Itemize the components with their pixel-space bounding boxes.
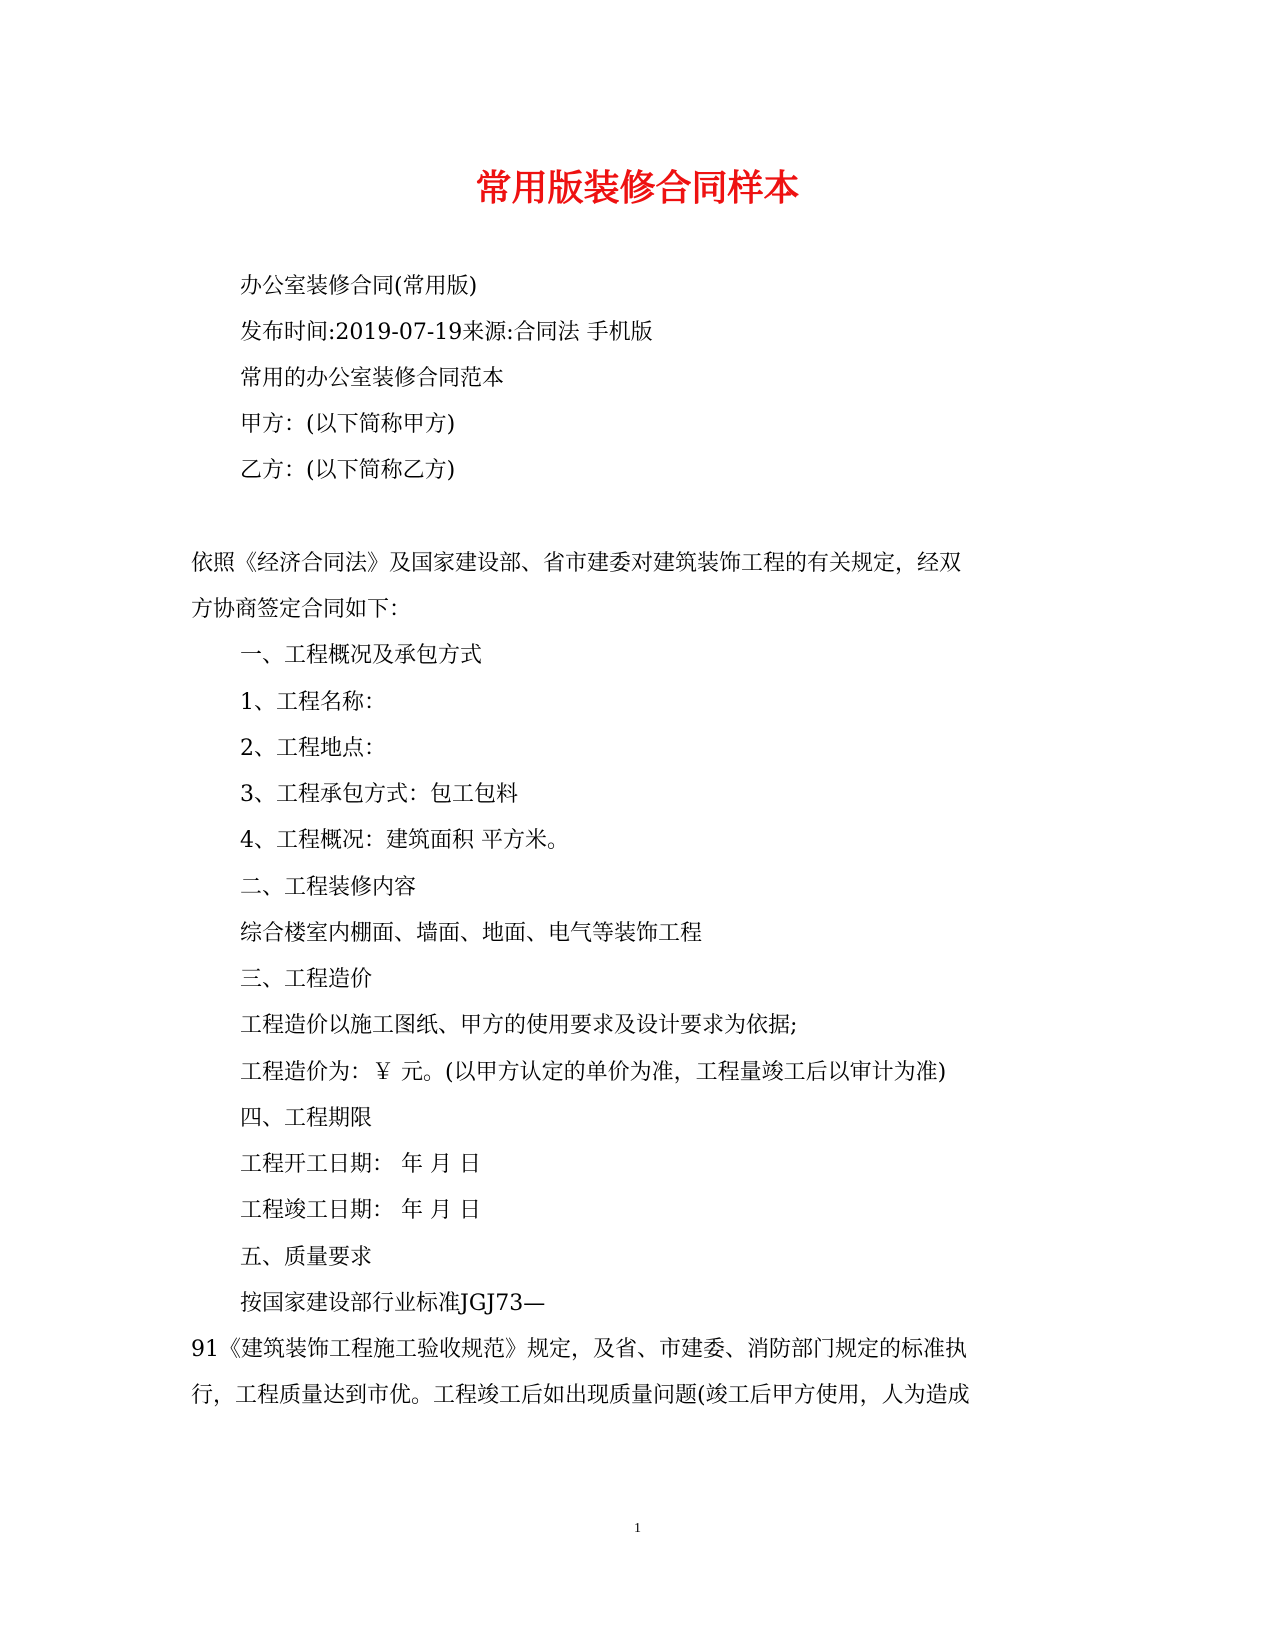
quality-clause-line-3: 行，工程质量达到市优。工程竣工后如出现质量问题(竣工后甲方使用，人为造成 [191, 1383, 970, 1408]
clause-completion-date: 工程竣工日期： 年 月 日 [240, 1198, 481, 1223]
clause-project-overview: 4、工程概况：建筑面积 平方米。 [240, 828, 569, 853]
party-a-line: 甲方：(以下简称甲方) [240, 412, 456, 437]
section-heading-5: 五、质量要求 [240, 1245, 373, 1270]
clause-decoration-content: 综合楼室内棚面、墙面、地面、电气等装饰工程 [240, 921, 703, 946]
contract-heading: 办公室装修合同(常用版) [240, 274, 478, 299]
clause-start-date: 工程开工日期： 年 月 日 [240, 1152, 481, 1177]
publish-info: 发布时间:2019-07-19来源:合同法 手机版 [240, 320, 653, 345]
section-heading-2: 二、工程装修内容 [240, 875, 417, 900]
contract-subtitle: 常用的办公室装修合同范本 [240, 366, 505, 391]
clause-project-location: 2、工程地点： [240, 736, 386, 761]
preamble-line-1: 依照《经济合同法》及国家建设部、省市建委对建筑装饰工程的有关规定，经双 [191, 551, 962, 576]
section-heading-1: 一、工程概况及承包方式 [240, 643, 483, 668]
section-heading-4: 四、工程期限 [240, 1106, 373, 1131]
clause-project-name: 1、工程名称： [240, 690, 386, 715]
clause-cost-basis: 工程造价以施工图纸、甲方的使用要求及设计要求为依据; [240, 1013, 798, 1038]
document-title: 常用版装修合同样本 [475, 167, 800, 209]
page-number: 1 [634, 1521, 641, 1536]
party-b-line: 乙方：(以下简称乙方) [240, 458, 456, 483]
preamble-line-2: 方协商签定合同如下： [191, 597, 412, 622]
clause-cost-amount: 工程造价为：￥ 元。(以甲方认定的单价为准，工程量竣工后以审计为准) [240, 1060, 947, 1085]
section-heading-3: 三、工程造价 [240, 967, 373, 992]
quality-clause-line-2: 91《建筑装饰工程施工验收规范》规定，及省、市建委、消防部门规定的标准执 [191, 1337, 967, 1362]
clause-contract-mode: 3、工程承包方式：包工包料 [240, 782, 518, 807]
quality-clause-line-1: 按国家建设部行业标准JGJ73— [240, 1291, 546, 1316]
